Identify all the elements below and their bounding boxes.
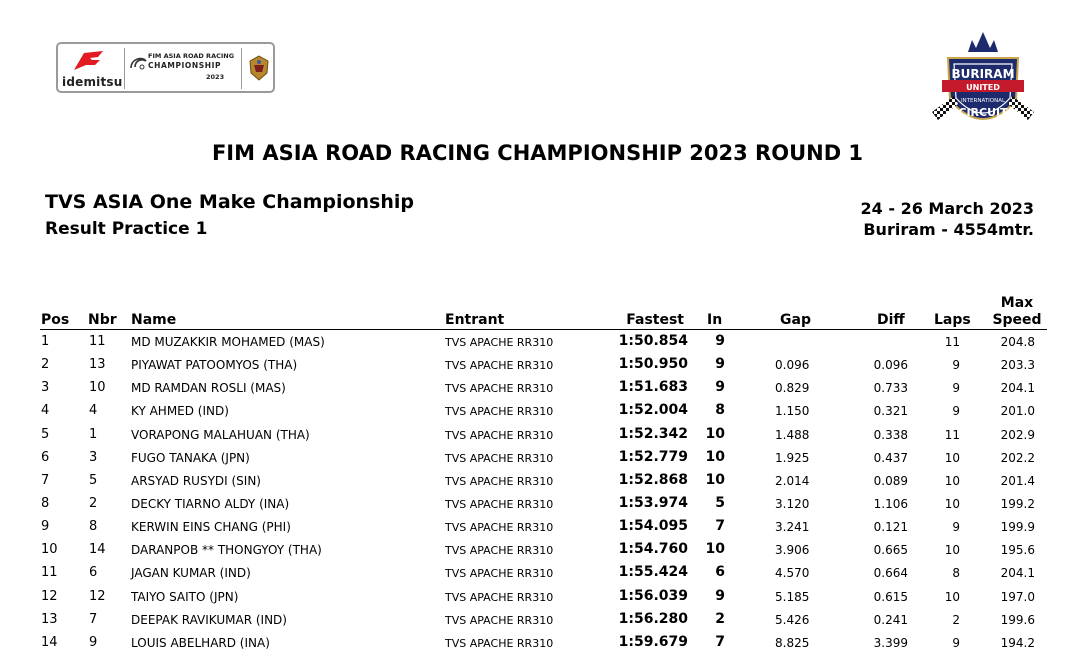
- number-cell: 4: [89, 403, 98, 419]
- laps-cell: 9: [952, 520, 960, 535]
- gap-cell: 1.925: [775, 450, 810, 465]
- entrant-cell: TVS APACHE RR310: [445, 613, 554, 627]
- fastest-in-lap-cell: 9: [715, 379, 725, 396]
- circuit-logo-text: CIRCUIT: [958, 106, 1008, 119]
- fastest-lap-cell: 1:52.342: [618, 425, 688, 442]
- gap-cell: 3.906: [775, 543, 810, 558]
- column-header-nbr: Nbr: [88, 312, 117, 328]
- fastest-in-lap-cell: 9: [715, 356, 725, 373]
- table-row: [0, 400, 1075, 423]
- fastest-lap-cell: 1:50.854: [618, 333, 688, 349]
- fastest-lap-cell: 1:56.280: [618, 610, 688, 627]
- buriram-circuit-logo-icon: [928, 30, 1038, 140]
- max-speed-cell: 204.1: [1000, 566, 1035, 581]
- championship-logo-line2: CHAMPIONSHIP: [148, 61, 222, 70]
- laps-cell: 11: [944, 335, 960, 349]
- fastest-lap-cell: 1:52.779: [618, 448, 688, 465]
- table-row: [0, 354, 1075, 377]
- laps-cell: 10: [944, 473, 960, 488]
- diff-cell: 0.241: [873, 612, 908, 627]
- gap-cell: 0.096: [775, 358, 810, 373]
- fastest-in-lap-cell: 10: [705, 425, 725, 442]
- entrant-cell: TVS APACHE RR310: [445, 428, 554, 442]
- number-cell: 12: [89, 588, 106, 604]
- max-speed-cell: 199.9: [1000, 520, 1035, 535]
- column-header-speed: Speed: [992, 312, 1042, 328]
- fastest-in-lap-cell: 9: [715, 587, 725, 604]
- rider-name-cell: DARANPOB ** THONGYOY (THA): [131, 543, 322, 558]
- diff-cell: 0.321: [873, 404, 908, 419]
- buriram-logo-text: BURIRAM: [951, 67, 1015, 81]
- laps-cell: 10: [944, 450, 960, 465]
- fastest-lap-cell: 1:55.424: [618, 564, 688, 581]
- championship-logo-line1: FIM ASIA ROAD RACING: [148, 52, 235, 60]
- international-logo-text: INTERNATIONAL: [960, 98, 1006, 104]
- column-header-max: Max: [1000, 295, 1034, 311]
- rider-name-cell: MD MUZAKKIR MOHAMED (MAS): [131, 335, 325, 349]
- rider-name-cell: KERWIN EINS CHANG (PHI): [131, 520, 291, 535]
- entrant-cell: TVS APACHE RR310: [445, 359, 554, 373]
- entrant-cell: TVS APACHE RR310: [445, 336, 554, 349]
- fastest-lap-cell: 1:53.974: [618, 494, 688, 511]
- max-speed-cell: 204.1: [1000, 381, 1035, 396]
- position-cell: 2: [41, 357, 50, 373]
- laps-cell: 10: [944, 496, 960, 511]
- position-cell: 7: [41, 472, 50, 488]
- united-logo-text: UNITED: [966, 83, 1000, 92]
- championship-logo-year: 2023: [206, 73, 225, 81]
- gap-cell: 1.150: [775, 404, 810, 419]
- rider-name-cell: DEEPAK RAVIKUMAR (IND): [131, 612, 287, 627]
- max-speed-cell: 199.2: [1000, 496, 1035, 511]
- number-cell: 3: [89, 449, 98, 465]
- laps-cell: 9: [952, 381, 960, 396]
- diff-cell: 1.106: [873, 496, 908, 511]
- max-speed-cell: 194.2: [1000, 635, 1035, 650]
- table-row: [0, 562, 1075, 585]
- gap-cell: 1.488: [775, 427, 810, 442]
- fastest-in-lap-cell: 6: [715, 564, 725, 581]
- laps-cell: 10: [944, 589, 960, 604]
- position-cell: 9: [41, 519, 50, 535]
- column-header-max-speed: [986, 295, 1048, 329]
- number-cell: 5: [89, 472, 98, 488]
- rider-name-cell: MD RAMDAN ROSLI (MAS): [131, 381, 286, 396]
- fastest-lap-cell: 1:52.004: [618, 402, 688, 419]
- diff-cell: 0.733: [873, 381, 908, 396]
- fastest-lap-cell: 1:59.679: [618, 633, 688, 650]
- laps-cell: 11: [944, 427, 960, 442]
- event-date: 24 - 26 March 2023: [860, 199, 1034, 218]
- laps-cell: 9: [952, 358, 960, 373]
- table-row: [0, 609, 1075, 632]
- diff-cell: 0.096: [873, 358, 908, 373]
- column-header-pos: Pos: [41, 312, 70, 328]
- number-cell: 1: [89, 426, 98, 442]
- gap-cell: 5.426: [775, 612, 810, 627]
- gap-cell: 8.825: [775, 635, 810, 650]
- session-name: Result Practice 1: [45, 219, 208, 239]
- laps-cell: 10: [944, 543, 960, 558]
- gap-cell: 4.570: [775, 566, 810, 581]
- rider-name-cell: JAGAN KUMAR (IND): [131, 566, 251, 581]
- max-speed-cell: 199.6: [1000, 612, 1035, 627]
- table-row: [0, 377, 1075, 400]
- championship-logo: [128, 51, 236, 87]
- table-row: [0, 424, 1075, 447]
- table-row: [0, 516, 1075, 539]
- diff-cell: 0.089: [873, 473, 908, 488]
- rider-name-cell: FUGO TANAKA (JPN): [131, 450, 250, 465]
- table-row: [0, 470, 1075, 493]
- fastest-lap-cell: 1:51.683: [618, 379, 688, 396]
- column-header-gap: Gap: [780, 312, 811, 328]
- table-row: [0, 632, 1075, 655]
- number-cell: 14: [89, 542, 106, 558]
- position-cell: 11: [41, 565, 58, 581]
- fastest-in-lap-cell: 7: [715, 633, 725, 650]
- fastest-in-lap-cell: 10: [705, 471, 725, 488]
- number-cell: 11: [89, 334, 106, 349]
- sponsor-logo-box: [56, 42, 275, 93]
- entrant-cell: TVS APACHE RR310: [445, 405, 554, 419]
- rider-name-cell: VORAPONG MALAHUAN (THA): [131, 427, 310, 442]
- championship-swirl-icon: [128, 53, 148, 73]
- logo-divider: [241, 48, 242, 89]
- max-speed-cell: 202.2: [1000, 450, 1035, 465]
- rider-name-cell: DECKY TIARNO ALDY (INA): [131, 496, 290, 511]
- results-table: [0, 331, 1075, 655]
- entrant-cell: TVS APACHE RR310: [445, 521, 554, 535]
- gap-cell: 0.829: [775, 381, 810, 396]
- position-cell: 12: [41, 588, 58, 604]
- diff-cell: 0.437: [873, 450, 908, 465]
- max-speed-cell: 197.0: [1000, 589, 1035, 604]
- table-row: [0, 586, 1075, 609]
- max-speed-cell: 201.4: [1000, 473, 1035, 488]
- laps-cell: 8: [952, 566, 960, 581]
- table-row: [0, 493, 1075, 516]
- rider-name-cell: PIYAWAT PATOOMYOS (THA): [131, 358, 298, 373]
- column-header-name: Name: [131, 312, 177, 328]
- fastest-in-lap-cell: 10: [705, 448, 725, 465]
- fastest-in-lap-cell: 2: [715, 610, 725, 627]
- fastest-lap-cell: 1:52.868: [618, 471, 688, 488]
- diff-cell: 0.665: [873, 543, 908, 558]
- diff-cell: 0.121: [873, 520, 908, 535]
- position-cell: 4: [41, 403, 50, 419]
- number-cell: 13: [89, 357, 106, 373]
- number-cell: 8: [89, 519, 98, 535]
- number-cell: 9: [89, 634, 98, 650]
- fastest-lap-cell: 1:54.095: [618, 518, 688, 535]
- table-row: [0, 331, 1075, 354]
- event-venue: Buriram - 4554mtr.: [863, 220, 1034, 239]
- rider-name-cell: ARSYAD RUSYDI (SIN): [131, 473, 261, 488]
- diff-cell: 0.338: [873, 427, 908, 442]
- fastest-in-lap-cell: 5: [715, 494, 725, 511]
- number-cell: 10: [89, 380, 106, 396]
- fastest-in-lap-cell: 10: [705, 541, 725, 558]
- position-cell: 13: [41, 611, 58, 627]
- table-row: [0, 539, 1075, 562]
- entrant-cell: TVS APACHE RR310: [445, 474, 554, 488]
- entrant-cell: TVS APACHE RR310: [445, 497, 554, 511]
- federation-emblem-icon: [248, 55, 270, 81]
- table-row: [0, 447, 1075, 470]
- max-speed-cell: 204.8: [1000, 335, 1035, 349]
- max-speed-cell: 203.3: [1000, 358, 1035, 373]
- page-title: FIM ASIA ROAD RACING CHAMPIONSHIP 2023 ROUND 1: [211, 141, 864, 165]
- position-cell: 6: [41, 449, 50, 465]
- gap-cell: 3.120: [775, 496, 810, 511]
- max-speed-cell: 202.9: [1000, 427, 1035, 442]
- idemitsu-logo-icon: [70, 50, 106, 72]
- position-cell: 3: [41, 380, 50, 396]
- position-cell: 1: [41, 334, 50, 349]
- fastest-lap-cell: 1:50.950: [618, 356, 688, 373]
- laps-cell: 2: [952, 612, 960, 627]
- gap-cell: 2.014: [775, 473, 810, 488]
- number-cell: 2: [89, 495, 98, 511]
- column-header-fastest: Fastest: [626, 312, 684, 328]
- number-cell: 7: [89, 611, 98, 627]
- position-cell: 14: [41, 634, 58, 650]
- entrant-cell: TVS APACHE RR310: [445, 636, 554, 650]
- diff-cell: 3.399: [873, 635, 908, 650]
- diff-cell: 0.615: [873, 589, 908, 604]
- position-cell: 5: [41, 426, 50, 442]
- fastest-lap-cell: 1:54.760: [618, 541, 688, 558]
- column-header-in: In: [707, 312, 723, 328]
- entrant-cell: TVS APACHE RR310: [445, 567, 554, 581]
- laps-cell: 9: [952, 635, 960, 650]
- column-header-laps: Laps: [934, 312, 971, 328]
- rider-name-cell: KY AHMED (IND): [131, 404, 229, 419]
- entrant-cell: TVS APACHE RR310: [445, 544, 554, 558]
- laps-cell: 9: [952, 404, 960, 419]
- position-cell: 10: [41, 542, 58, 558]
- rider-name-cell: LOUIS ABELHARD (INA): [131, 635, 270, 650]
- column-header-entrant: Entrant: [445, 312, 505, 328]
- column-header-diff: Diff: [877, 312, 905, 328]
- gap-cell: 5.185: [775, 589, 810, 604]
- fastest-in-lap-cell: 8: [715, 402, 725, 419]
- fastest-lap-cell: 1:56.039: [618, 587, 688, 604]
- rider-name-cell: TAIYO SAITO (JPN): [131, 589, 239, 604]
- number-cell: 6: [89, 565, 98, 581]
- entrant-cell: TVS APACHE RR310: [445, 590, 554, 604]
- position-cell: 8: [41, 495, 50, 511]
- diff-cell: 0.664: [873, 566, 908, 581]
- fastest-in-lap-cell: 9: [715, 333, 725, 349]
- entrant-cell: TVS APACHE RR310: [445, 451, 554, 465]
- fastest-in-lap-cell: 7: [715, 518, 725, 535]
- idemitsu-wordmark: idemitsu: [62, 75, 123, 89]
- header-divider: [40, 329, 1047, 330]
- max-speed-cell: 195.6: [1000, 543, 1035, 558]
- max-speed-cell: 201.0: [1000, 404, 1035, 419]
- gap-cell: 3.241: [775, 520, 810, 535]
- logo-divider: [124, 48, 125, 89]
- entrant-cell: TVS APACHE RR310: [445, 382, 554, 396]
- class-name: TVS ASIA One Make Championship: [45, 191, 415, 213]
